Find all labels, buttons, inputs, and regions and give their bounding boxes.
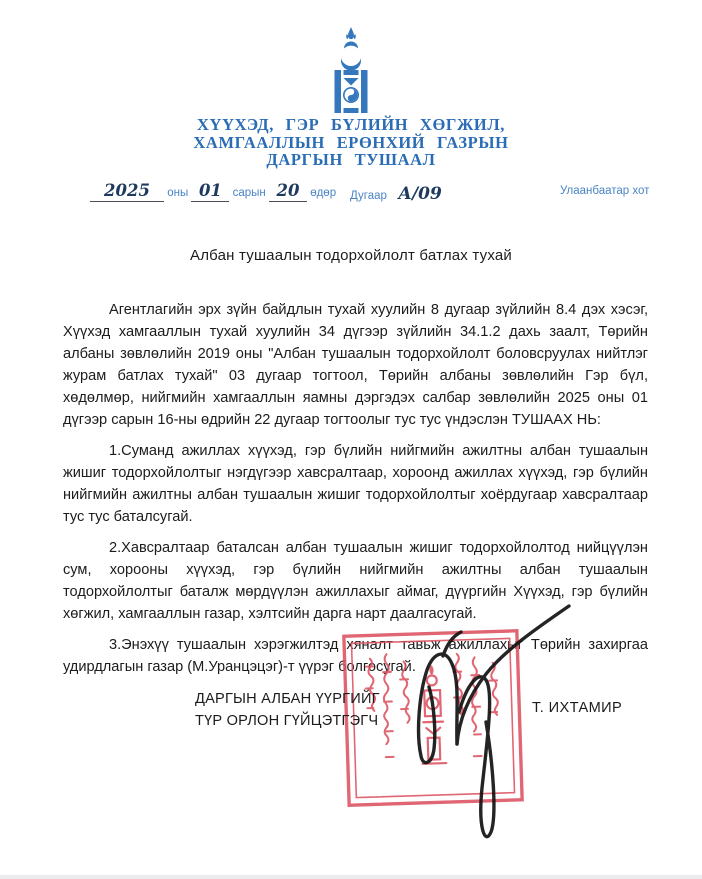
paragraph-preamble: Агентлагийн эрх зүйн байдлын тухай хуулийн 8 дугаар зүйлийн 8.4 дэх хэсэг, Хүүхэд хамгааллын тухай хуулийн 34 дүгээр зүйлийн 34.1.2 дахь заалт, Төрийн албаны зөвлөлийн 2019 оны "Албан тушаалын тодорхойлолт боловсруулах нийтлэг журам батлах тухай" 03 дугаар тогтоол, Төрийн албаны зөвлөлийн Гэр бүл, хөдөлмөр, нийгмийн хамгааллын яамны дэргэдэх салбар зөвлөлийн 2025 оны 01 дүгээр сарын 16-ны өдрийн 22 дугаар тогтоолыг тус тус үндэслэн ТУШААХ НЬ: <box>63 302 648 428</box>
signer-position-line1: ДАРГЫН АЛБАН ҮҮРГИЙГ <box>195 691 380 707</box>
signature-section <box>0 620 702 850</box>
year-handwritten: 2025 <box>90 181 164 202</box>
document-title: Албан тушаалын тодорхойлолт батлах тухай <box>190 247 512 264</box>
letterhead-line-2: ХАМГААЛЛЫН ЕРӨНХИЙ ГАЗРЫН <box>193 132 509 152</box>
day-handwritten: 20 <box>269 181 307 202</box>
signer-position-line2: ТҮР ОРЛОН ГҮЙЦЭТГЭГЧ <box>195 713 379 729</box>
date-row <box>0 181 702 207</box>
day-label: өдөр <box>310 187 337 199</box>
number-label: Дугаар <box>350 190 387 202</box>
city-label: Улаанбаатар хот <box>560 185 650 197</box>
month-label: сарын <box>232 187 266 199</box>
year-label: оны <box>167 187 189 199</box>
signer-position <box>195 688 380 732</box>
number-handwritten: А/09 <box>398 184 442 204</box>
letterhead-line-3: ДАРГЫН ТУШААЛ <box>266 150 436 169</box>
paragraph-2: 2.Хавсралтаар баталсан албан тушаалын жишиг тодорхойлолтод нийцүүлэн сум, хорооны хүүхэд, гэр бүлийн нийгмийн ажилтны албан тушаалын тодорхойлолтыг баталж мөрдүүлэн ажиллахыг аймаг, дүүргийн Хүүхэд, гэр бүлийн хөгжил, хамгааллын газар, хэлтсийн дарга нарт даалгасугай. <box>63 540 648 622</box>
date-fields <box>90 181 336 202</box>
signature-ink <box>355 592 585 854</box>
paragraph-3: 3.Энэхүү тушаалын хэрэгжилтэд хяналт тавьж ажиллахыг Төрийн захиргаа удирдлагын газар (М.Уранцэцэг)-т үүрэг болгосугай. <box>63 637 648 675</box>
letterhead <box>0 116 702 169</box>
letterhead-line-1: ХҮҮХЭД, ГЭР БҮЛИЙН ХӨГЖИЛ, <box>197 115 505 134</box>
paragraph-1: 1.Суманд ажиллах хүүхэд, гэр бүлийн нийгмийн ажилтны албан тушаалын жишиг тодорхойлолтыг нэгдүгээр хавсралтаар, хороонд ажиллах хүүхэд, гэр бүлийн нийгмийн ажилтны албан тушаалын жишиг тодорхойлолтыг хоёрдугаар хавсралтаар тус тус баталсугай. <box>63 443 648 525</box>
document-number <box>350 184 442 204</box>
month-handwritten: 01 <box>191 181 229 202</box>
soyombo-emblem-icon <box>321 26 381 116</box>
signer-name: Т. ИХТАМИР <box>532 700 623 716</box>
